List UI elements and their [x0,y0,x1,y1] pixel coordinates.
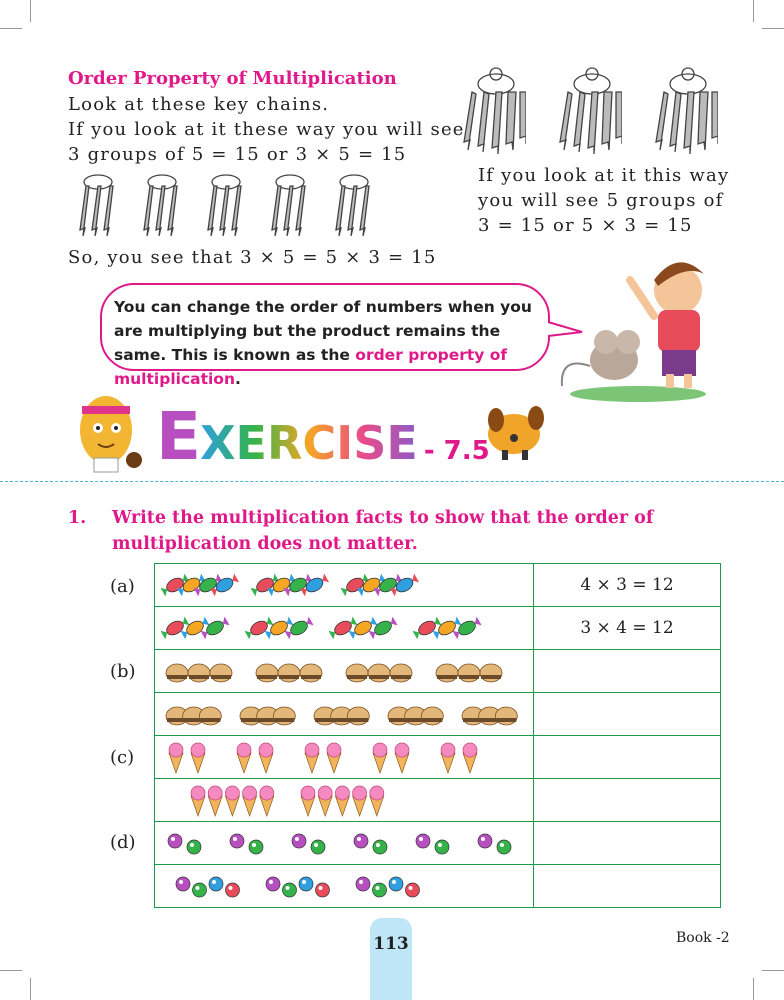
answer-cell[interactable] [534,865,721,908]
candy-group-icon [251,567,331,603]
bun-group-icon [251,653,331,689]
icecream-group-icon [293,782,393,818]
candy-group-icon [161,567,241,603]
section-divider [0,481,784,482]
picture-cell [155,564,534,607]
marble-group-icon [285,825,337,861]
crop-mark [30,0,31,22]
keychain-icon [324,170,380,240]
keychain-icon [260,170,316,240]
row-label: (d) [110,832,136,853]
answer-cell[interactable] [534,693,721,736]
answer-cell[interactable] [534,736,721,779]
crop-mark [762,970,784,971]
dog-illustration [480,402,550,462]
icecream-group-icon [297,739,355,775]
keychain-icon [132,170,188,240]
picture-cell [155,822,534,865]
bun-group-icon [341,653,421,689]
candy-group-icon [413,610,487,646]
candy-group-icon [329,610,403,646]
page-tab [370,918,412,1000]
marble-group-icon [169,868,249,904]
picture-cell [155,607,534,650]
marble-group-icon [349,868,429,904]
bun-group-icon [235,696,299,732]
explanation-text: 3 = 15 or 5 × 3 = 15 [478,215,693,236]
keychain-icon [456,66,526,156]
bun-group-icon [457,696,521,732]
bun-group-icon [383,696,447,732]
crop-mark [0,28,22,29]
keychain-icon [196,170,252,240]
marble-group-icon [259,868,339,904]
icecream-group-icon [161,739,219,775]
boy-mouse-illustration [558,250,718,405]
candy-group-icon [245,610,319,646]
exercise-title [156,398,490,475]
table-row [155,779,721,822]
table-row [155,736,721,779]
bubble-text: You can change the order of numbers when you are multiplying but the product remains the same. This is known as the [114,298,532,364]
crop-mark [30,978,31,1000]
marble-group-icon [409,825,461,861]
keychain-groups-small [68,170,380,240]
mascot-illustration [64,386,154,476]
marble-group-icon [161,825,213,861]
picture-cell [155,865,534,908]
bun-group-icon [161,653,241,689]
exercise-table [154,563,721,908]
exercise-number: - 7.5 [423,436,490,466]
answer-cell[interactable] [534,822,721,865]
icecream-group-icon [183,782,283,818]
answer-cell[interactable]: 3 × 4 = 12 [534,607,721,650]
picture-cell [155,736,534,779]
keychain-icon [648,66,718,156]
table-row [155,822,721,865]
intro-text: Look at these key chains. [68,94,330,115]
bun-group-icon [431,653,511,689]
icecream-group-icon [229,739,287,775]
marble-group-icon [347,825,399,861]
answer-cell[interactable]: 4 × 3 = 12 [534,564,721,607]
answer-cell[interactable] [534,650,721,693]
table-row [155,693,721,736]
marble-group-icon [471,825,523,861]
exercise-initial: E [156,398,201,475]
crop-mark [0,970,22,971]
picture-cell [155,650,534,693]
picture-cell [155,693,534,736]
table-row [155,607,721,650]
icecream-group-icon [365,739,423,775]
table-row [155,650,721,693]
intro-text: 3 groups of 5 = 15 or 3 × 5 = 15 [68,144,407,165]
keychain-icon [552,66,622,156]
question-number: 1. [68,508,87,528]
keychain-icon [68,170,124,240]
section-heading: Order Property of Multiplication [68,68,397,89]
exercise-word: XERCISE [200,416,418,470]
candy-group-icon [161,610,235,646]
conclusion-text: So, you see that 3 × 5 = 5 × 3 = 15 [68,247,437,268]
row-label: (a) [110,576,135,597]
page-number: 113 [373,934,409,954]
answer-cell[interactable] [534,779,721,822]
picture-cell [155,779,534,822]
bun-group-icon [309,696,373,732]
bun-group-icon [161,696,225,732]
speech-bubble [100,283,550,388]
marble-group-icon [223,825,275,861]
book-label: Book -2 [676,930,730,946]
icecream-group-icon [433,739,491,775]
intro-text: If you look at it these way you will see [68,119,465,140]
table-row [155,564,721,607]
bubble-highlight: order property of multiplication [114,346,508,388]
crop-mark [753,978,754,1000]
keychain-groups-large [456,66,718,156]
table-row [155,865,721,908]
row-label: (c) [110,747,135,768]
bubble-period: . [235,370,241,388]
candy-group-icon [341,567,421,603]
crop-mark [753,0,754,22]
explanation-text: If you look at it this way [478,165,730,186]
question-text: Write the multiplication facts to show that the order of multiplication does not matter. [112,508,654,554]
crop-mark [762,28,784,29]
row-label: (b) [110,661,136,682]
explanation-text: you will see 5 groups of [478,190,724,211]
